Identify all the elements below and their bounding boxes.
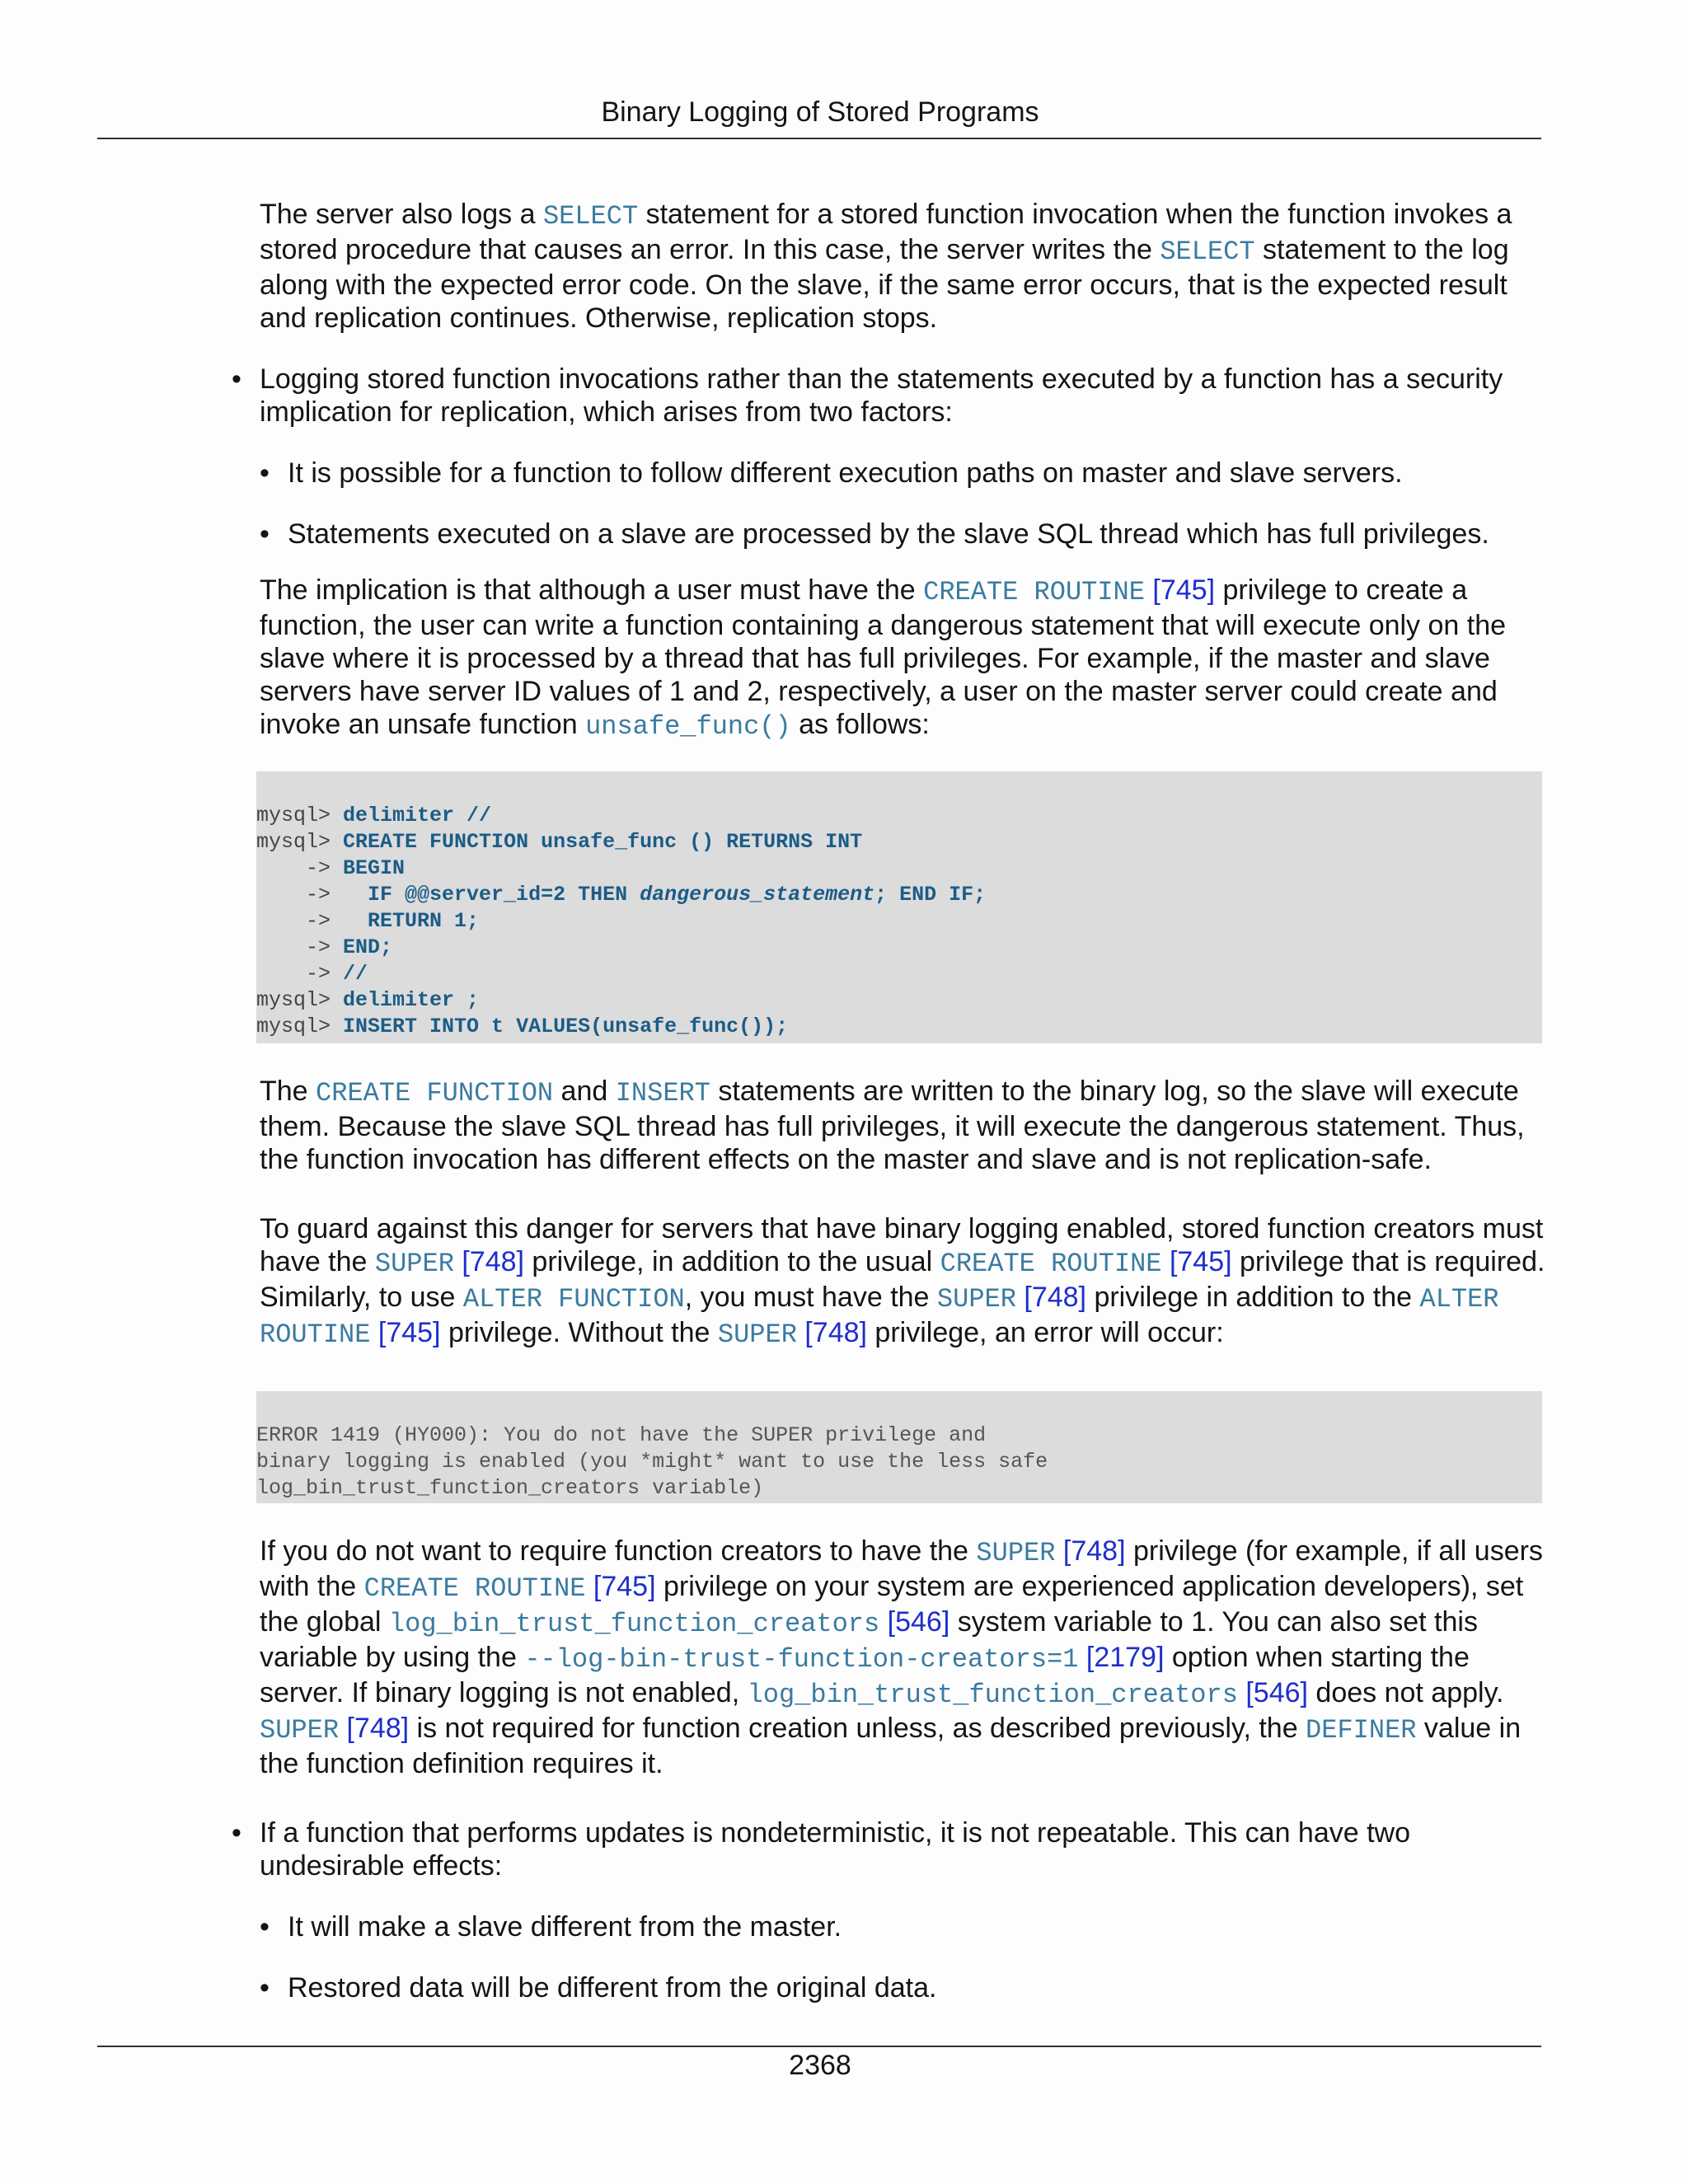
link-745[interactable]: [745]	[1169, 1246, 1232, 1277]
code-select: SELECT	[1160, 237, 1255, 267]
code-line: //	[343, 962, 368, 986]
text: If you do not want to require function creators to have the	[260, 1535, 977, 1567]
page-content	[256, 198, 1545, 2004]
text: , you must have the	[684, 1282, 937, 1313]
prompt: mysql>	[256, 830, 344, 854]
text: and	[553, 1076, 616, 1107]
footer-divider	[97, 2046, 1541, 2047]
code-select: SELECT	[542, 201, 639, 232]
text: option when starting the server. If binary logging is not enabled,	[260, 1642, 1470, 1708]
text: system variable to 1. You can also set this variable by using the	[260, 1606, 1478, 1673]
text: The implication is that although a user must have the	[260, 574, 924, 606]
prompt: ->	[256, 856, 344, 880]
paragraph-implication	[260, 574, 1545, 743]
sub-bullet-full-privileges: • Statements executed on a slave are processed by the slave SQL thread which has full privileges.	[260, 518, 1545, 551]
text: The	[260, 1076, 316, 1107]
code-create-routine: CREATE ROUTINE	[363, 1573, 586, 1604]
code-super: SUPER	[260, 1715, 340, 1746]
code-definer: DEFINER	[1306, 1715, 1417, 1746]
link-2179[interactable]: [2179]	[1085, 1642, 1165, 1673]
text: privilege (for example, if all users with the	[260, 1535, 1543, 1602]
code-block-error-1419	[256, 1391, 1542, 1503]
text: privilege, in addition to the usual	[523, 1246, 940, 1277]
bullet-security-implication: • Logging stored function invocations rather than the statements executed by a function has a security implication for replication, which arises from two factors:	[260, 363, 1545, 429]
code-log-bin-trust: log_bin_trust_function_creators	[388, 1609, 880, 1639]
text: The server also logs a	[260, 199, 543, 230]
error-line: ERROR 1419 (HY000): You do not have the SUPER privilege and	[256, 1423, 987, 1447]
page-header-title: Binary Logging of Stored Programs	[601, 96, 1039, 128]
code-unsafe-func: unsafe_func()	[585, 711, 791, 742]
prompt: mysql>	[256, 988, 344, 1012]
sub-bullet-slave-different: • It will make a slave different from the master.	[260, 1910, 1545, 1943]
text: privilege in addition to the	[1086, 1282, 1420, 1313]
code-alter-routine: ALTER ROUTINE	[260, 1284, 1499, 1350]
code-create-function: CREATE FUNCTION	[316, 1078, 554, 1108]
code-line: delimiter //	[343, 804, 492, 827]
error-line: log_bin_trust_function_creators variable)	[256, 1476, 764, 1500]
code-line: CREATE FUNCTION unsafe_func () RETURNS INT	[343, 830, 863, 854]
text: value in the function definition requires it.	[260, 1713, 1522, 1779]
paragraph-guard-danger	[260, 1212, 1545, 1352]
code-line: delimiter ;	[343, 988, 480, 1012]
code-super: SUPER	[976, 1538, 1056, 1568]
text: is not required for function creation unless, as described previously, the	[409, 1713, 1306, 1744]
paragraph-trust-function-creators	[260, 1535, 1545, 1780]
paragraph-select-logging	[260, 198, 1545, 335]
code-super: SUPER	[717, 1319, 797, 1350]
paragraph-binary-log-statements	[260, 1075, 1545, 1176]
header-divider	[97, 138, 1541, 139]
code-placeholder: dangerous_statement	[640, 883, 875, 907]
link-546[interactable]: [546]	[887, 1606, 950, 1638]
code-line: END;	[343, 935, 393, 959]
link-546[interactable]: [546]	[1245, 1677, 1308, 1708]
sub-bullet-restored-data: • Restored data will be different from the original data.	[260, 1971, 1545, 2004]
prompt: ->	[256, 935, 344, 959]
code-insert: INSERT	[615, 1078, 710, 1108]
code-line: IF @@server_id=2 THEN	[368, 883, 640, 907]
text: statement for a stored function invocation when the function invokes a stored procedure that causes an error. In this case, the server writes the	[260, 199, 1512, 265]
link-748[interactable]: [748]	[462, 1246, 524, 1277]
text: privilege on your system are experienced application developers), set the global	[260, 1571, 1524, 1638]
code-alter-function: ALTER FUNCTION	[462, 1284, 685, 1315]
link-748[interactable]: [748]	[804, 1317, 867, 1348]
page-number: 2368	[789, 2050, 851, 2081]
text: privilege to create a function, the user can write a function containing a dangerous statement that will execute only on the slave where it is processed by a thread that has full privileges. For example, if the master and slave servers have server ID values of 1 and 2, respectively, a user on the master server could create and invoke an unsafe function	[260, 574, 1507, 740]
text: does not apply.	[1307, 1677, 1504, 1708]
code-super: SUPER	[936, 1284, 1016, 1315]
text: statement to the log along with the expected error code. On the slave, if the same error occurs, that is the expected result and replication continues. Otherwise, replication stops.	[260, 234, 1509, 334]
text: as follows:	[790, 709, 930, 740]
text: statements are written to the binary log, so the slave will execute them. Because the slave SQL thread has full privileges, it will execute the dangerous statement. Thus, the function invocation has different effects on the master and slave and is not replication-safe.	[260, 1076, 1525, 1175]
text: To guard against this danger for servers that have binary logging enabled, stored function creators must have the	[260, 1213, 1544, 1277]
error-line: binary logging is enabled (you *might* want to use the less safe	[256, 1450, 1048, 1474]
link-748[interactable]: [748]	[1062, 1535, 1126, 1567]
code-super: SUPER	[374, 1249, 454, 1279]
code-line: INSERT INTO t VALUES(unsafe_func());	[343, 1015, 789, 1038]
prompt: ->	[256, 883, 368, 907]
code-log-bin-option: --log-bin-trust-function-creators=1	[524, 1644, 1079, 1675]
prompt: mysql>	[256, 1015, 344, 1038]
sub-bullet-execution-paths: • It is possible for a function to follow different execution paths on master and slave servers.	[260, 457, 1545, 490]
code-create-routine: CREATE ROUTINE	[940, 1249, 1162, 1279]
code-block-unsafe-function	[256, 771, 1542, 1043]
code-create-routine: CREATE ROUTINE	[923, 577, 1145, 607]
prompt: ->	[256, 962, 344, 986]
text: privilege that is required. Similarly, to use	[260, 1246, 1545, 1313]
prompt: ->	[256, 909, 368, 933]
code-line: BEGIN	[343, 856, 406, 880]
text: privilege. Without the	[440, 1317, 718, 1348]
code-line: ; END IF;	[874, 883, 987, 907]
link-748[interactable]: [748]	[1024, 1282, 1086, 1313]
link-745[interactable]: [745]	[377, 1317, 441, 1348]
bullet-nondeterministic: • If a function that performs updates is nondeterministic, it is not repeatable. This can have two undesirable effects:	[260, 1816, 1545, 1882]
prompt: mysql>	[256, 804, 344, 827]
link-748[interactable]: [748]	[346, 1713, 410, 1744]
code-log-bin-trust: log_bin_trust_function_creators	[747, 1680, 1238, 1710]
link-745[interactable]: [745]	[593, 1571, 656, 1602]
text: privilege, an error will occur:	[866, 1317, 1224, 1348]
code-line: RETURN 1;	[368, 909, 480, 933]
link-745[interactable]: [745]	[1152, 574, 1216, 606]
